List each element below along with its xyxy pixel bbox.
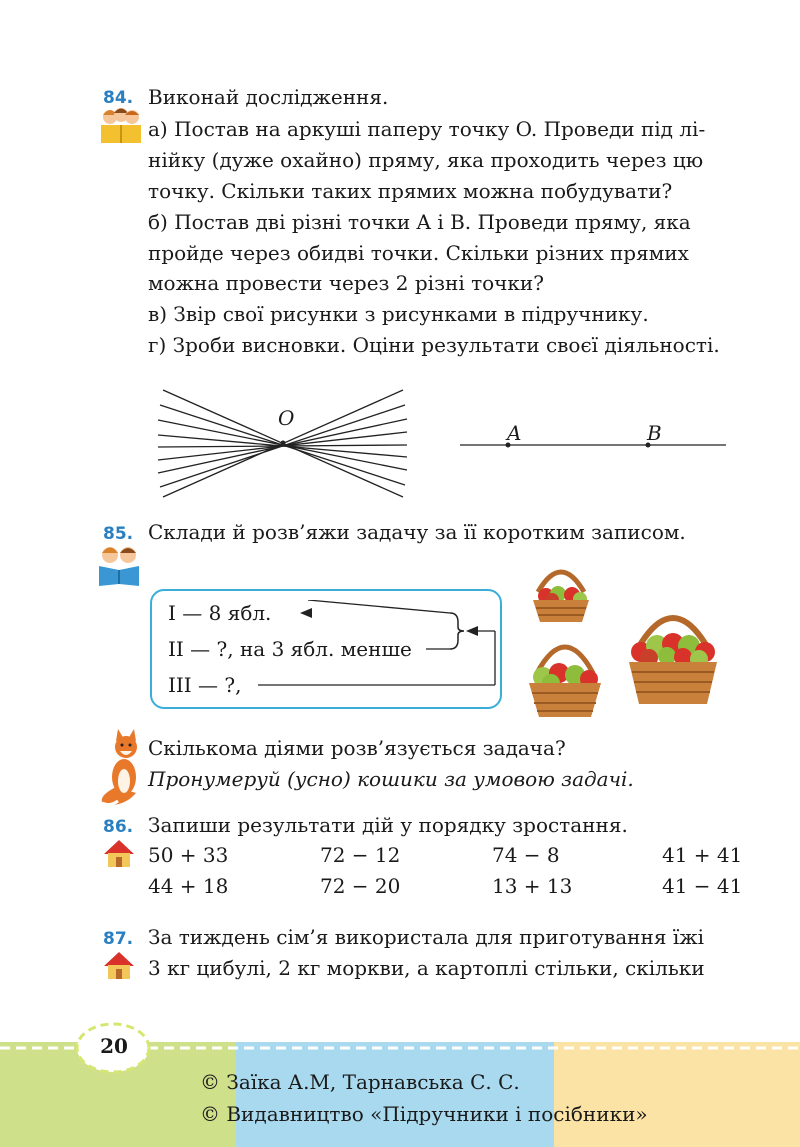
task-84-line-3: точку. Скільки таких прямих можна побудувати? bbox=[148, 179, 673, 203]
lines-through-point-o-figure bbox=[155, 385, 415, 500]
record-arrows bbox=[250, 600, 500, 700]
task-85-number: 85. bbox=[103, 524, 134, 544]
basket-small-top bbox=[528, 562, 594, 624]
expr-74-minus-8: 74 − 8 bbox=[492, 843, 560, 867]
expr-72-minus-20: 72 − 20 bbox=[320, 874, 401, 898]
task-84-number: 84. bbox=[103, 88, 134, 108]
record-line-1: I — 8 ябл. bbox=[168, 601, 272, 625]
task-85-hint: Пронумеруй (усно) кошики за умовою задачі. bbox=[148, 767, 634, 791]
record-line-2: II — ?, на 3 ябл. менше bbox=[168, 637, 412, 661]
task-86-number: 86. bbox=[103, 817, 134, 837]
expr-41-plus-41: 41 + 41 bbox=[662, 843, 743, 867]
house-icon bbox=[102, 950, 136, 980]
point-o-label: O bbox=[278, 406, 295, 430]
footer-copyright-publisher: © Видавництво «Підручники і посібники» bbox=[200, 1102, 648, 1126]
expr-44-plus-18: 44 + 18 bbox=[148, 874, 229, 898]
footer-copyright-authors: © Заїка А.М, Тарнавська С. С. bbox=[200, 1070, 520, 1094]
task-86-title: Запиши результати дій у порядку зростання. bbox=[148, 813, 628, 837]
task-84-line-6: можна провести через 2 різні точки? bbox=[148, 271, 544, 295]
expr-72-minus-12: 72 − 12 bbox=[320, 843, 401, 867]
expr-50-plus-33: 50 + 33 bbox=[148, 843, 229, 867]
task-84-title: Виконай дослідження. bbox=[148, 85, 389, 109]
task-87-line-2: 3 кг цибулі, 2 кг моркви, а картоплі стільки, скільки bbox=[148, 956, 705, 980]
task-84-line-7: в) Звір свої рисунки з рисунками в підручнику. bbox=[148, 302, 649, 326]
basket-large bbox=[627, 600, 719, 706]
task-84-line-5: пройде через обидві точки. Скільки різних прямих bbox=[148, 241, 689, 265]
line-through-a-b-figure bbox=[460, 438, 728, 452]
page-number: 20 bbox=[100, 1034, 128, 1058]
task-84-line-8: г) Зроби висновки. Оціни результати своєї діяльності. bbox=[148, 333, 720, 357]
children-with-book-icon bbox=[96, 542, 142, 587]
fox-icon bbox=[96, 727, 144, 807]
expr-13-plus-13: 13 + 13 bbox=[492, 874, 573, 898]
task-84-line-1: а) Постав на аркуші паперу точку O. Проведи під лі- bbox=[148, 117, 706, 141]
point-b-label: B bbox=[647, 421, 662, 445]
house-icon bbox=[102, 838, 136, 868]
task-85-title: Склади й розв’яжи задачу за її коротким записом. bbox=[148, 520, 686, 544]
task-85-question: Скількома діями розв’язується задача? bbox=[148, 736, 566, 760]
expr-41-minus-41: 41 − 41 bbox=[662, 874, 743, 898]
record-line-3: III — ?, bbox=[168, 673, 242, 697]
task-84-line-4: б) Постав дві різні точки A і B. Проведи пряму, яка bbox=[148, 210, 691, 234]
children-reading-icon bbox=[96, 105, 146, 145]
task-87-line-1: За тиждень сім’я використала для приготування їжі bbox=[148, 925, 705, 949]
point-a-label: A bbox=[507, 421, 522, 445]
task-84-line-2: нійку (дуже охайно) пряму, яка проходить через цю bbox=[148, 148, 704, 172]
task-87-number: 87. bbox=[103, 929, 134, 949]
basket-small-bottom bbox=[525, 633, 605, 719]
